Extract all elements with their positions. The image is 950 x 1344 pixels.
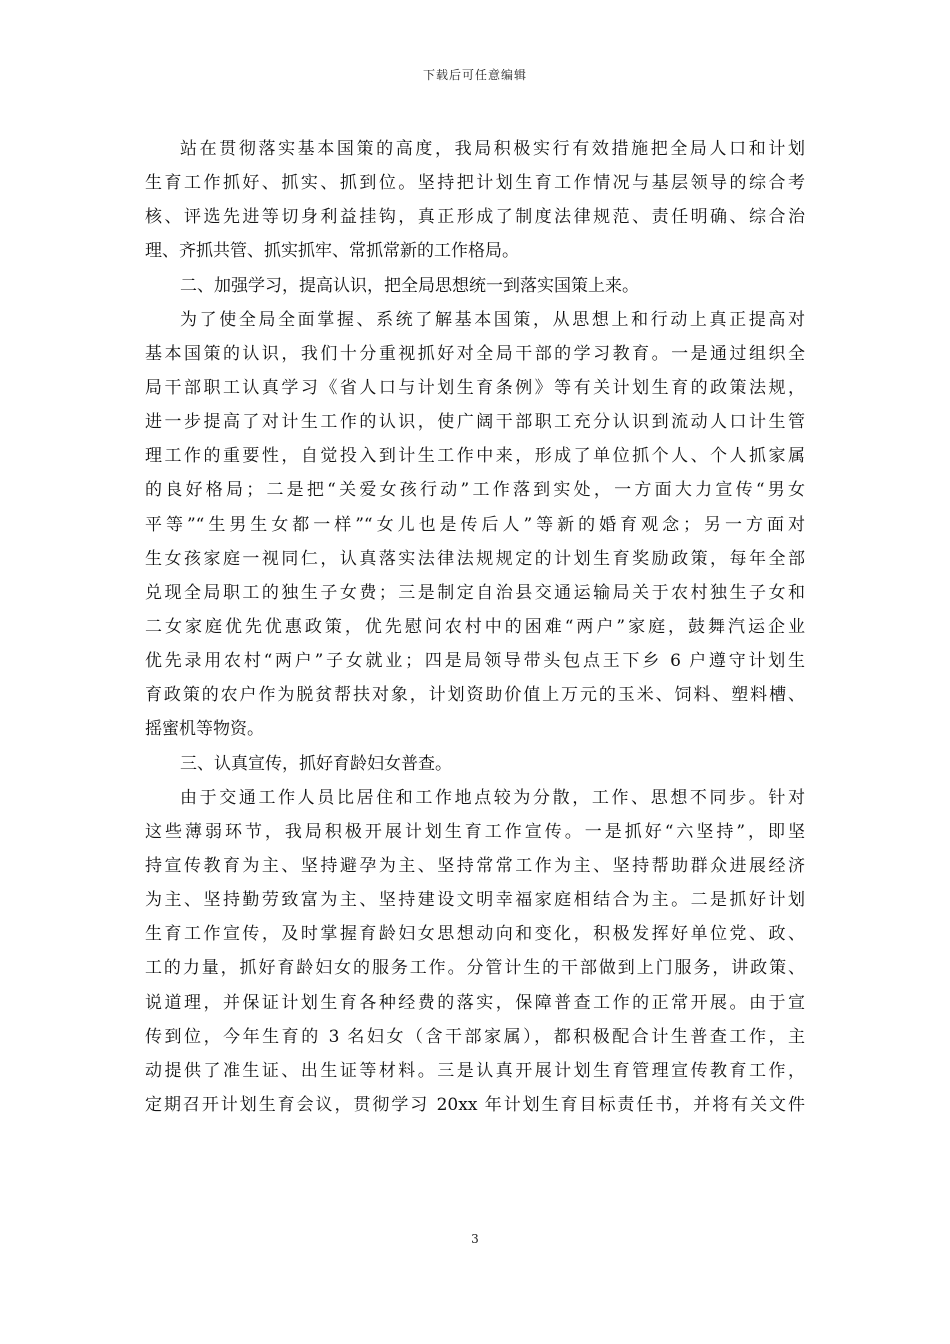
section-heading-3: 三、认真宣传，抓好育龄妇女普查。 xyxy=(180,753,452,774)
text-line: 二女家庭优先优惠政策，优先慰问农村中的困难“两户”家庭，鼓舞汽运企业 xyxy=(145,616,805,637)
text-line: 动提供了准生证、出生证等材料。三是认真开展计划生育管理宣传教育工作， xyxy=(145,1060,805,1081)
text-line: 生育工作宣传，及时掌握育龄妇女思想动向和变化，积极发挥好单位党、政、 xyxy=(145,924,805,945)
text-line: 摇蜜机等物资。 xyxy=(145,719,264,740)
text-line: 为了使全局全面掌握、系统了解基本国策，从思想上和行动上真正提高对 xyxy=(180,309,805,330)
text-line: 持宣传教育为主、坚持避孕为主、坚持常常工作为主、坚持帮助群众进展经济 xyxy=(145,855,805,876)
text-line: 理工作的重要性，自觉投入到计生工作中来，形成了单位抓个人、个人抓家属 xyxy=(145,446,805,467)
text-line: 生育工作抓好、抓实、抓到位。坚持把计划生育工作情况与基层领导的综合考 xyxy=(145,173,805,194)
text-line: 兑现全局职工的独生子女费；三是制定自治县交通运输局关于农村独生子女和 xyxy=(145,582,805,603)
section-heading-2: 二、加强学习，提高认识，把全局思想统一到落实国策上来。 xyxy=(180,275,639,296)
page-number: 3 xyxy=(471,1232,479,1246)
text-line: 的良好格局；二是把“关爱女孩行动”工作落到实处，一方面大力宣传“男女 xyxy=(145,480,805,501)
text-line: 理、齐抓共管、抓实抓牢、常抓常新的工作格局。 xyxy=(145,241,519,262)
text-line: 局干部职工认真学习《省人口与计划生育条例》等有关计划生育的政策法规， xyxy=(145,377,805,398)
text-line: 定期召开计划生育会议，贯彻学习 20xx 年计划生育目标责任书，并将有关文件 xyxy=(145,1094,805,1115)
text-line: 传到位，今年生育的 3 名妇女（含干部家属），都积极配合计生普查工作，主 xyxy=(145,1026,805,1047)
text-line: 为主、坚持勤劳致富为主、坚持建设文明幸福家庭相结合为主。二是抓好计划 xyxy=(145,890,805,911)
document-body xyxy=(145,132,805,1122)
text-line: 平等”“生男生女都一样”“女儿也是传后人”等新的婚育观念；另一方面对 xyxy=(145,514,805,535)
text-line: 由于交通工作人员比居住和工作地点较为分散，工作、思想不同步。针对 xyxy=(180,787,805,808)
text-line: 生女孩家庭一视同仁，认真落实法律法规规定的计划生育奖励政策，每年全部 xyxy=(145,548,805,569)
text-line: 基本国策的认识，我们十分重视抓好对全局干部的学习教育。一是通过组织全 xyxy=(145,343,805,364)
text-line: 工的力量，抓好育龄妇女的服务工作。分管计生的干部做到上门服务，讲政策、 xyxy=(145,958,805,979)
text-line: 优先录用农村“两户”子女就业；四是局领导带头包点王下乡 6 户遵守计划生 xyxy=(145,651,805,672)
text-line: 说道理，并保证计划生育各种经费的落实，保障普查工作的正常开展。由于宣 xyxy=(145,992,805,1013)
text-line: 这些薄弱环节，我局积极开展计划生育工作宣传。一是抓好“六坚持”，即坚 xyxy=(145,821,805,842)
page-header: 下载后可任意编辑 xyxy=(422,68,527,82)
text-line: 进一步提高了对计生工作的认识，使广阔干部职工充分认识到流动人口计生管 xyxy=(145,412,805,433)
text-line: 育政策的农户作为脱贫帮扶对象，计划资助价值上万元的玉米、饲料、塑料槽、 xyxy=(145,685,805,706)
text-line: 核、评选先进等切身利益挂钩，真正形成了制度法律规范、责任明确、综合治 xyxy=(145,207,805,228)
text-line: 站在贯彻落实基本国策的高度，我局积极实行有效措施把全局人口和计划 xyxy=(180,139,805,159)
